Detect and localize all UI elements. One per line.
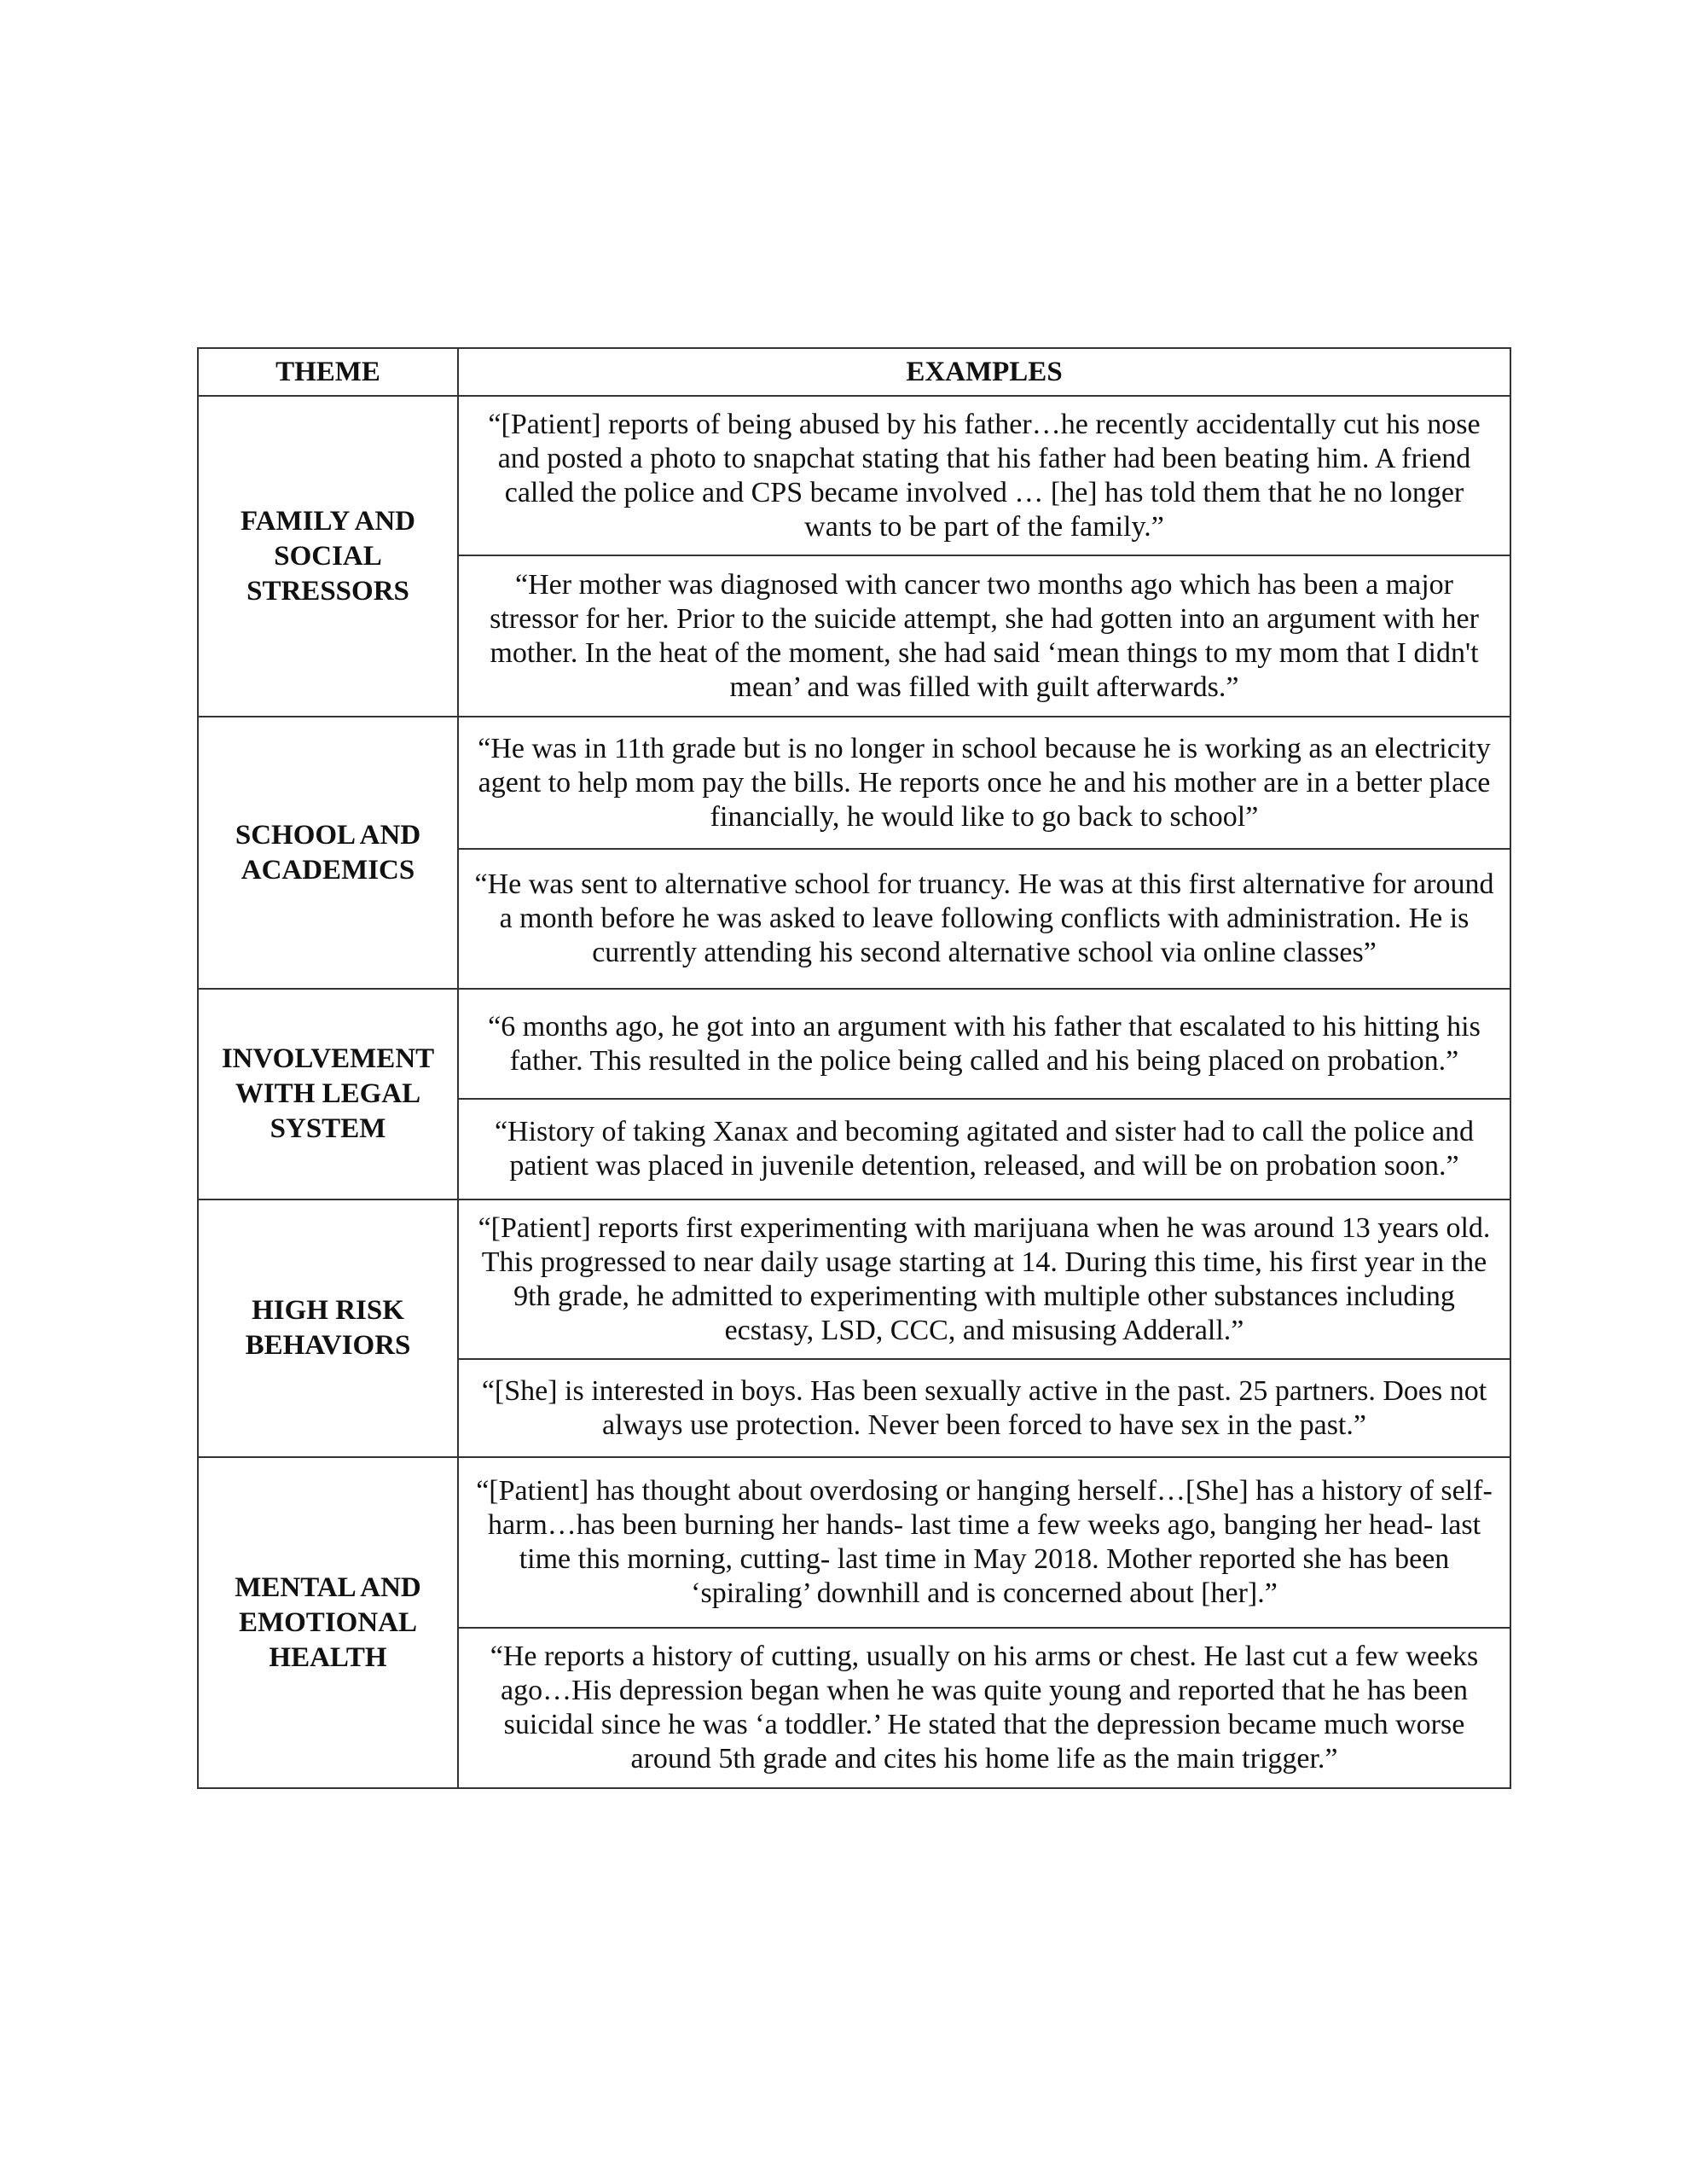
example-cell: “History of taking Xanax and becoming agitated and sister had to call the police and patient was placed in juvenile detention, released, and will be on probation soon.” xyxy=(458,1099,1510,1199)
example-cell: “Her mother was diagnosed with cancer two months ago which has been a major stressor for her. Prior to the suicide attempt, she had gotten into an argument with her mother. In the heat of the moment, she had said ‘mean things to my mom that I didn't mean’ and was filled with guilt afterwards.” xyxy=(458,555,1510,717)
header-theme: THEME xyxy=(198,348,458,396)
example-cell: “[Patient] has thought about overdosing or hanging herself…[She] has a history of self-harm…has been burning her hands- last time a few weeks ago, banging her head- last time this morning, cutting- last time in May 2018. Mother reported she has been ‘spiraling’ downhill and is concerned about [her].” xyxy=(458,1457,1510,1628)
example-cell: “[She] is interested in boys. Has been sexually active in the past. 25 partners. Does not always use protection. Never been forced to have sex in the past.” xyxy=(458,1359,1510,1457)
table-row xyxy=(198,1457,1510,1628)
example-cell: “[Patient] reports first experimenting with marijuana when he was around 13 years old. This progressed to near daily usage starting at 14. During this time, his first year in the 9th grade, he admitted to experimenting with multiple other substances including ecstasy, LSD, CCC, and misusing Adderall.” xyxy=(458,1199,1510,1359)
theme-cell: SCHOOL AND ACADEMICS xyxy=(198,717,458,989)
theme-cell: HIGH RISK BEHAVIORS xyxy=(198,1199,458,1457)
table-row xyxy=(198,396,1510,555)
theme-cell: FAMILY AND SOCIAL STRESSORS xyxy=(198,396,458,717)
theme-cell: INVOLVEMENT WITH LEGAL SYSTEM xyxy=(198,989,458,1199)
example-cell: “6 months ago, he got into an argument with his father that escalated to his hitting his father. This resulted in the police being called and his being placed on probation.” xyxy=(458,989,1510,1099)
example-cell: “He reports a history of cutting, usually on his arms or chest. He last cut a few weeks ago…His depression began when he was quite young and reported that he has been suicidal since he was ‘a toddler.’ He stated that the depression became much worse around 5th grade and cites his home life as the main trigger.” xyxy=(458,1628,1510,1788)
example-cell: “He was in 11th grade but is no longer in school because he is working as an electricity agent to help mom pay the bills. He reports once he and his mother are in a better place financially, he would like to go back to school” xyxy=(458,717,1510,849)
table-row xyxy=(198,717,1510,849)
theme-cell: MENTAL AND EMOTIONAL HEALTH xyxy=(198,1457,458,1788)
table-row xyxy=(198,989,1510,1099)
header-row xyxy=(198,348,1510,396)
header-examples: EXAMPLES xyxy=(458,348,1510,396)
themes-table xyxy=(197,347,1511,1789)
table-row xyxy=(198,1199,1510,1359)
example-cell: “He was sent to alternative school for truancy. He was at this first alternative for around a month before he was asked to leave following conflicts with administration. He is currently attending his second alternative school via online classes” xyxy=(458,849,1510,989)
example-cell: “[Patient] reports of being abused by his father…he recently accidentally cut his nose and posted a photo to snapchat stating that his father had been beating him. A friend called the police and CPS became involved … [he] has told them that he no longer wants to be part of the family.” xyxy=(458,396,1510,555)
